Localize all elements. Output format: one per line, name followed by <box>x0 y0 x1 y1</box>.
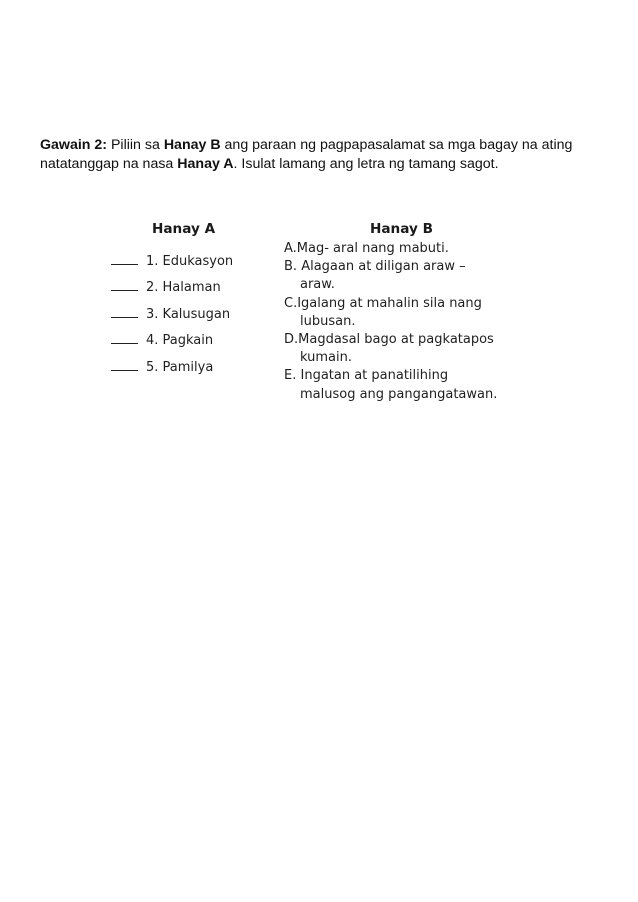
column-b-text-continued: malusog ang pangangatawan. <box>300 386 498 402</box>
column-a-item <box>111 299 233 326</box>
column-b-letter: B. <box>284 259 298 275</box>
instructions-paragraph <box>40 136 600 174</box>
column-b-text-continued: kumain. <box>300 350 352 366</box>
column-b-item <box>284 258 584 294</box>
column-b-letter: C. <box>284 295 298 311</box>
answer-blank[interactable] <box>111 370 138 371</box>
instructions-text-2: ang paraan ng pagpapasalamat sa mga bagay na ating natatanggap na nasa <box>40 137 573 172</box>
column-b-letter: A. <box>284 241 297 256</box>
column-a-item-label: 1. Edukasyon <box>146 253 234 269</box>
column-a-list <box>111 246 233 379</box>
column-b-text: Igalang at mahalin sila nang <box>297 295 482 311</box>
column-b-item <box>284 295 584 331</box>
column-b-text: Magdasal bago at pagkatapos <box>298 332 494 348</box>
column-b-item <box>284 331 584 367</box>
hanay-a-ref: Hanay A <box>177 156 234 172</box>
column-b-letter: D. <box>284 332 299 348</box>
column-b-text: Alagaan at diligan araw – <box>297 259 466 275</box>
instructions-text-1: Piliin sa <box>107 137 164 153</box>
column-a-item-label: 3. Kalusugan <box>146 306 231 322</box>
gawain-label: Gawain 2: <box>40 137 108 153</box>
column-a-item-label: 4. Pagkain <box>146 333 214 348</box>
column-a-item <box>111 273 233 300</box>
column-b-title: Hanay B <box>370 221 433 237</box>
column-b-item <box>284 367 584 403</box>
hanay-b-ref: Hanay B <box>163 137 221 153</box>
column-b-text-continued: lubusan. <box>300 313 356 329</box>
column-b-text: Ingatan at panatilihing <box>296 368 449 384</box>
column-a-item <box>111 326 233 353</box>
answer-blank[interactable] <box>111 343 138 344</box>
answer-blank[interactable] <box>111 264 138 265</box>
column-a-item <box>111 352 233 379</box>
column-b-list <box>284 240 584 404</box>
answer-blank[interactable] <box>111 290 138 291</box>
instructions-text-3: . Isulat lamang ang letra ng tamang sagot. <box>233 156 499 172</box>
column-a-item-label: 5. Pamilya <box>146 359 214 375</box>
column-a-item <box>111 246 233 273</box>
answer-blank[interactable] <box>111 317 138 318</box>
column-a-title: Hanay A <box>152 221 216 237</box>
column-b-text-continued: araw. <box>300 277 335 293</box>
column-a-item-label: 2. Halaman <box>146 280 221 295</box>
column-b-item <box>284 240 584 258</box>
column-b-text: Mag- aral nang mabuti. <box>296 241 449 256</box>
column-b-letter: E. <box>284 368 297 384</box>
